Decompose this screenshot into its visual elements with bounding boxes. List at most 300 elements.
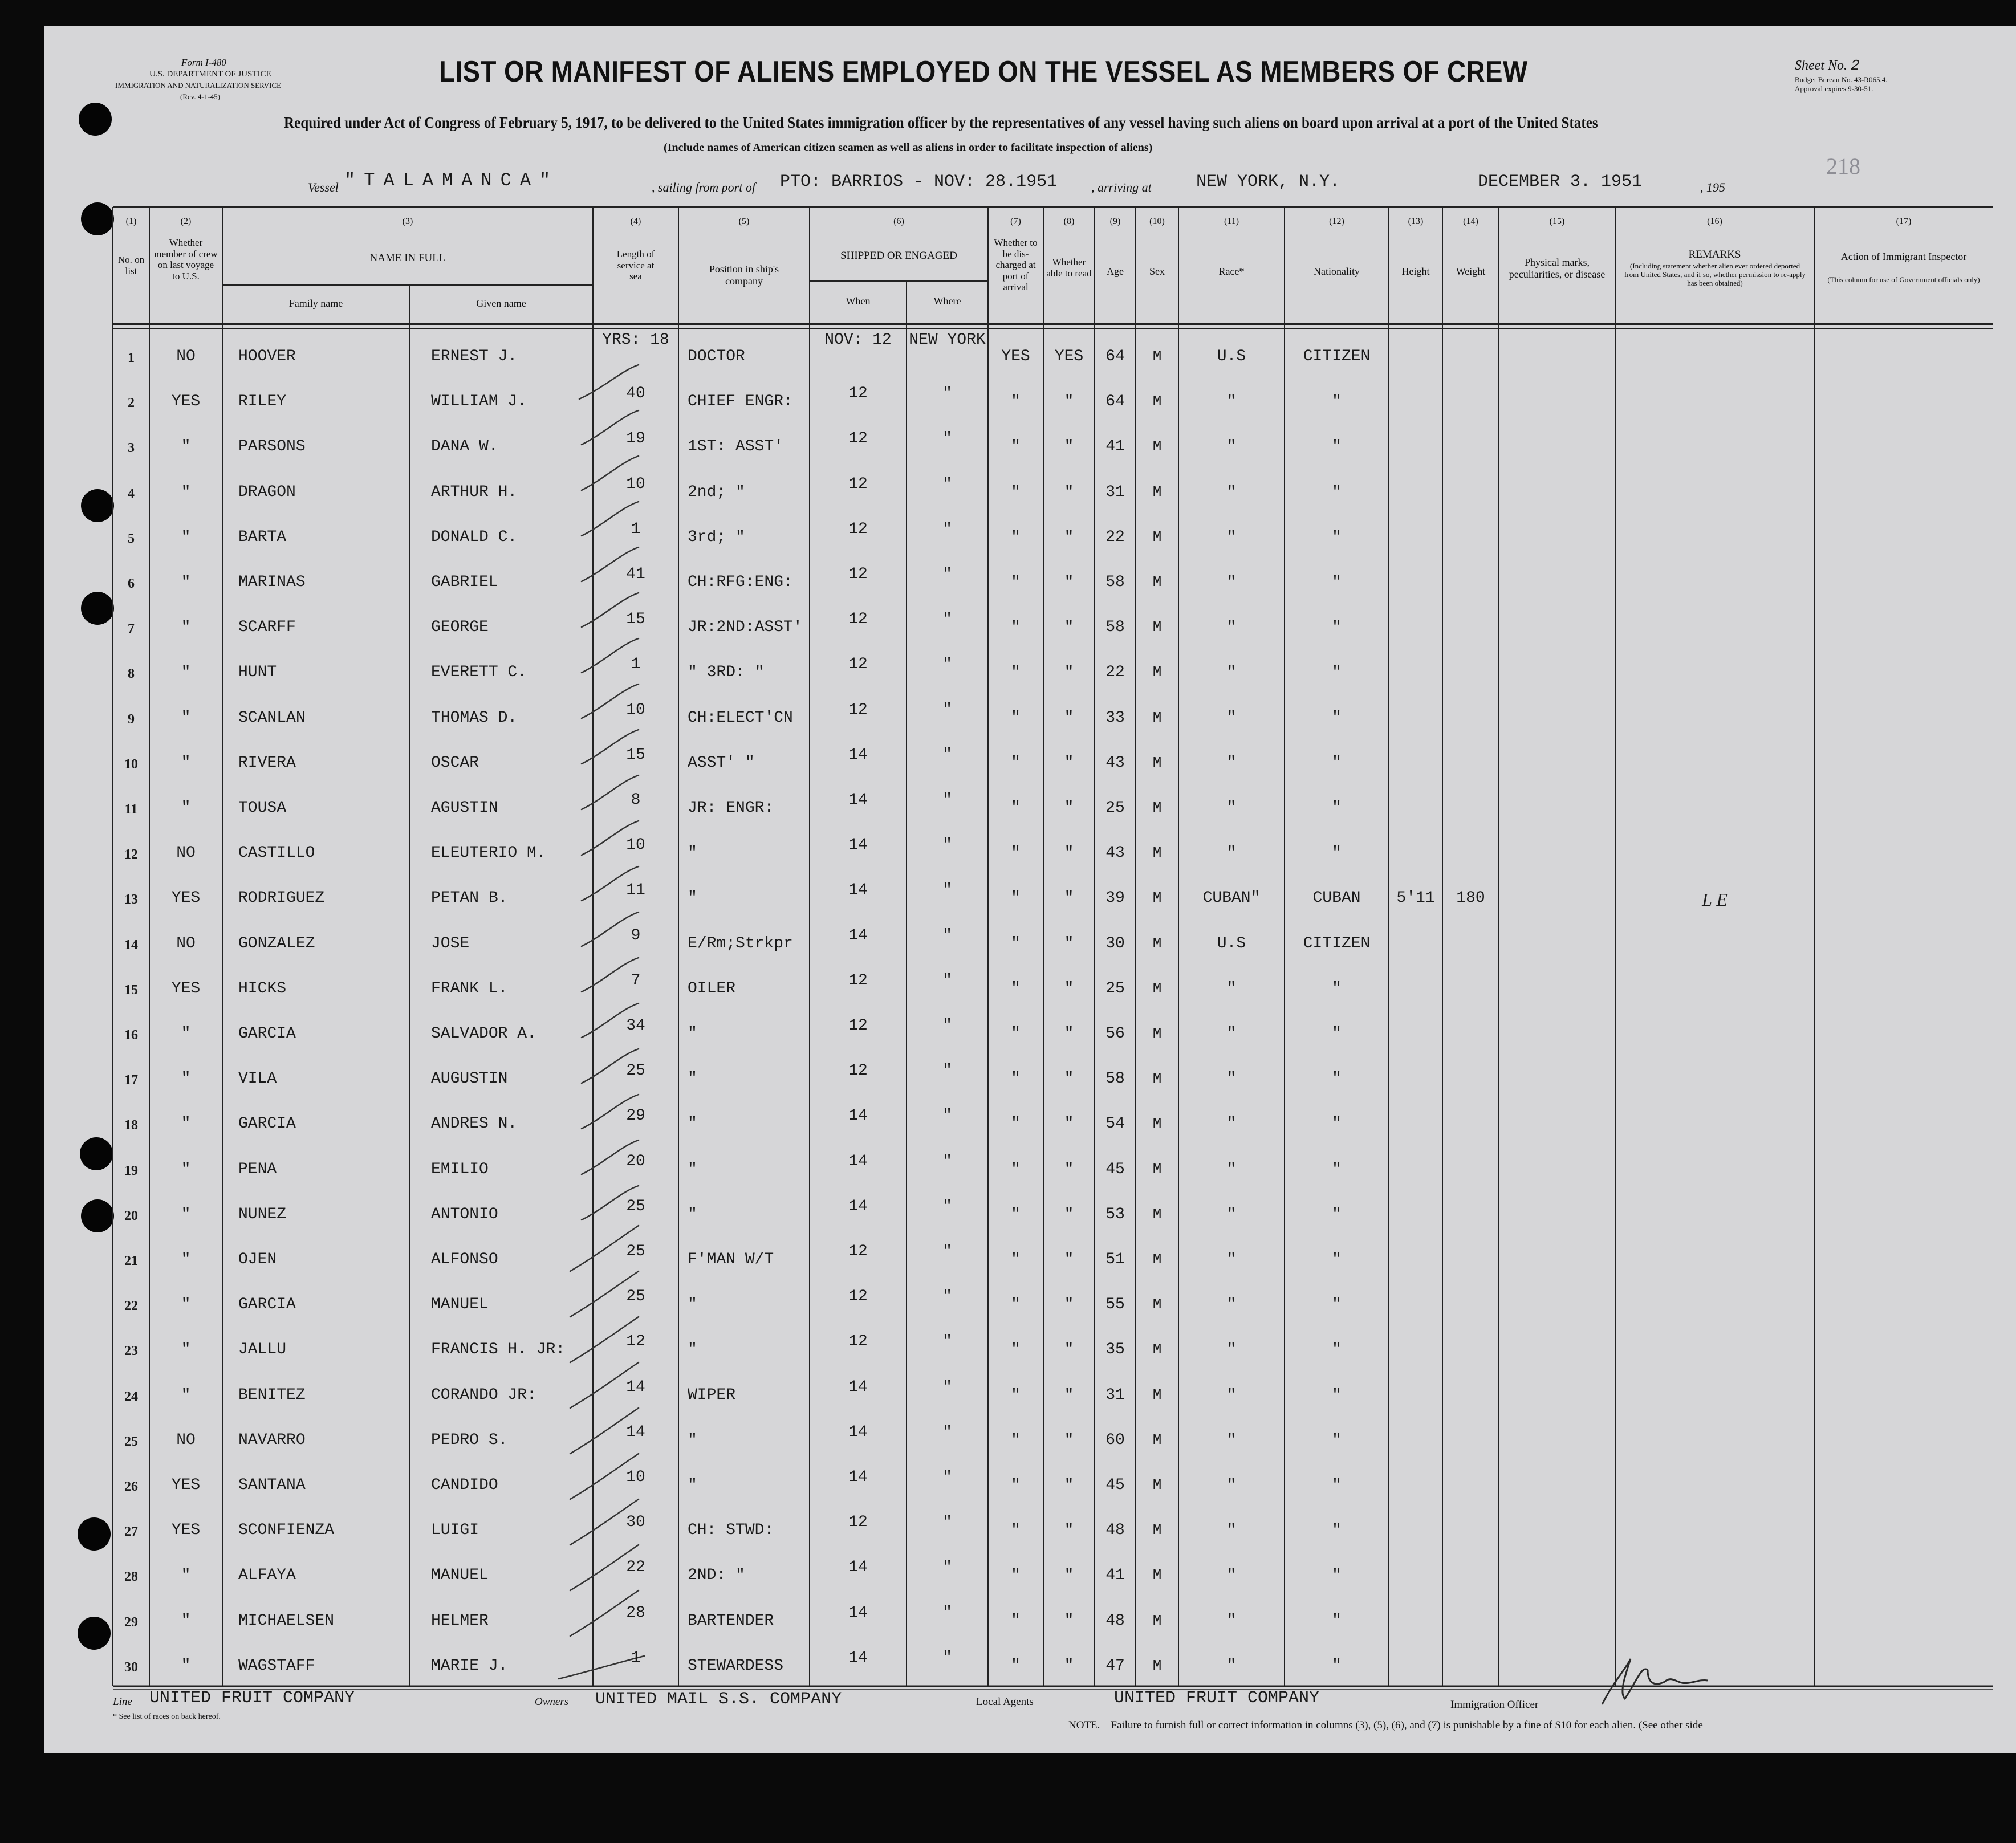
cell-race: ": [1226, 799, 1237, 817]
cell-when: 14: [848, 791, 868, 809]
cell-nat: ": [1332, 1431, 1342, 1449]
cell-service: 14: [626, 1423, 645, 1441]
cell-no: 28: [124, 1569, 138, 1585]
cell-service: 10: [626, 475, 645, 493]
arriving-label: , arriving at: [1091, 180, 1152, 194]
cell-family: SCONFIENZA: [238, 1521, 335, 1540]
col-10-header: Sex: [1149, 266, 1165, 277]
cell-no: 10: [124, 756, 138, 772]
cell-nat: ": [1332, 1476, 1342, 1494]
cell-disch: ": [1011, 1386, 1021, 1404]
cell-when: 12: [848, 611, 868, 629]
cell-age: 22: [1105, 528, 1125, 546]
cell-sex: M: [1152, 483, 1162, 501]
cell-service: 30: [626, 1514, 645, 1532]
cell-nat: ": [1332, 979, 1342, 998]
cell-family: RODRIGUEZ: [238, 889, 325, 908]
col-8-number: (8): [1063, 217, 1075, 226]
cell-position: CH: STWD:: [688, 1521, 774, 1540]
cell-position: 1ST: ASST': [688, 438, 784, 456]
cell-no: 12: [124, 847, 138, 862]
cell-position: JR: ENGR:: [688, 799, 774, 817]
cell-prev: YES: [171, 1476, 201, 1494]
cell-prev: ": [181, 438, 191, 456]
cell-sex: M: [1152, 1115, 1162, 1133]
page-title: LIST OR MANIFEST OF ALIENS EMPLOYED ON THE VESSEL AS MEMBERS OF CREW: [439, 55, 1528, 88]
cell-position: CHIEF ENGR:: [688, 393, 793, 411]
cell-prev: ": [181, 1070, 191, 1088]
cell-prev: ": [181, 483, 191, 501]
cell-race: ": [1226, 528, 1237, 546]
cell-age: 31: [1105, 1386, 1125, 1404]
col-17-header: Action of Immigrant Inspector: [1840, 251, 1967, 262]
sailing-from: PTO: BARRIOS - NOV: 28.1951: [780, 172, 1058, 192]
cell-when: 12: [848, 971, 868, 990]
cell-race: ": [1226, 573, 1237, 591]
cell-family: GARCIA: [238, 1296, 296, 1314]
cell-nat: ": [1332, 1386, 1342, 1404]
penalty-note: NOTE.—Failure to furnish full or correct information in columns (3), (5), (6), and (7) is punishable by a fine of $10 for each alien. (See other side: [1068, 1719, 1703, 1731]
cell-position: F'MAN W/T: [688, 1251, 774, 1268]
cell-position: ": [688, 1476, 697, 1494]
cell-no: 23: [124, 1344, 138, 1359]
cell-service: 9: [631, 926, 641, 945]
cell-no: 9: [128, 711, 135, 727]
cell-disch: ": [1011, 1521, 1021, 1540]
cell-service: 28: [626, 1604, 645, 1622]
cell-where: ": [942, 836, 952, 855]
cell-disch: ": [1011, 1205, 1021, 1223]
cell-family: SANTANA: [238, 1476, 306, 1494]
cell-prev: ": [181, 709, 191, 727]
cell-nat: ": [1332, 528, 1342, 546]
cell-service: 25: [626, 1288, 645, 1306]
cell-when: 14: [848, 926, 868, 945]
cell-race: ": [1226, 1612, 1237, 1630]
cell-service: 10: [626, 836, 645, 855]
cell-where: ": [942, 1649, 952, 1667]
cell-when: 12: [848, 656, 868, 674]
cell-when: 14: [848, 746, 868, 764]
cell-no: 17: [124, 1073, 138, 1088]
cell-sex: M: [1152, 1386, 1162, 1403]
cell-where: ": [942, 385, 952, 403]
cell-when: 14: [848, 1197, 868, 1215]
cell-age: 41: [1105, 1567, 1125, 1585]
cell-where: ": [942, 881, 952, 900]
cell-age: 25: [1105, 979, 1125, 998]
cell-sex: M: [1152, 393, 1162, 410]
cell-disch: ": [1011, 1612, 1021, 1630]
cell-family: SCANLAN: [238, 709, 306, 727]
cell-where: ": [942, 1378, 952, 1396]
cell-nat: ": [1332, 844, 1342, 862]
owners-label: Owners: [535, 1696, 569, 1708]
cell-given: ANDRES N.: [431, 1115, 518, 1133]
col-6-header: SHIPPED OR ENGAGED: [840, 250, 957, 262]
cell-read: ": [1064, 709, 1074, 727]
cell-race: ": [1226, 1160, 1237, 1178]
cell-age: 55: [1105, 1296, 1125, 1314]
agents-label: Local Agents: [976, 1696, 1034, 1708]
col-6-number: (6): [893, 217, 904, 226]
cell-position: CH:RFG:ENG:: [688, 573, 793, 591]
cell-given: DONALD C.: [431, 528, 518, 546]
cell-where: NEW YORK: [909, 331, 986, 349]
cell-given: PETAN B.: [431, 889, 508, 908]
cell-family: DRAGON: [238, 483, 296, 501]
cell-disch: ": [1011, 844, 1021, 862]
cell-sex: M: [1152, 1521, 1162, 1539]
cell-age: 43: [1105, 754, 1125, 772]
cell-read: ": [1064, 1521, 1074, 1540]
subtitle: Required under Act of Congress of February 5, 1917, to be delivered to the United States immigration officer by the representatives of any vessel having such aliens on board upon arrival at a port of the United States: [284, 114, 1598, 131]
col-17-number: (17): [1896, 217, 1912, 226]
service-name: IMMIGRATION AND NATURALIZATION SERVICE: [115, 81, 282, 89]
cell-read: ": [1064, 934, 1074, 953]
col-12-number: (12): [1329, 217, 1344, 226]
cell-no: 18: [124, 1118, 138, 1133]
cell-where: ": [942, 926, 952, 945]
cell-when: 12: [848, 1062, 868, 1080]
cell-age: 33: [1105, 709, 1125, 727]
cell-read: ": [1064, 1115, 1074, 1133]
cell-when: 14: [848, 1378, 868, 1396]
cell-when: 12: [848, 1333, 868, 1351]
cell-race: ": [1226, 844, 1237, 862]
cell-age: 45: [1105, 1160, 1125, 1178]
cell-sex: M: [1152, 348, 1162, 365]
cell-sex: M: [1152, 1160, 1162, 1178]
cell-race: ": [1226, 1296, 1237, 1314]
cell-where: ": [942, 475, 952, 493]
cell-nat: ": [1332, 483, 1342, 501]
cell-read: ": [1064, 1025, 1074, 1043]
cell-race: ": [1226, 619, 1237, 637]
col-7-header: Whether to be dis-charged at port of arrival: [994, 237, 1038, 293]
cell-no: 16: [124, 1028, 138, 1043]
sheet-number: 2: [1850, 57, 1860, 74]
cell-position: ": [688, 1160, 697, 1178]
cell-nat: ": [1332, 1205, 1342, 1223]
cell-read: ": [1064, 1160, 1074, 1178]
cell-race: U.S: [1217, 934, 1246, 953]
cell-disch: ": [1011, 1296, 1021, 1314]
cell-race: ": [1226, 1386, 1237, 1404]
cell-disch: ": [1011, 438, 1021, 456]
col-3-number: (3): [402, 217, 413, 226]
cell-sex: M: [1152, 1341, 1162, 1358]
cell-age: 31: [1105, 483, 1125, 501]
cell-given: ERNEST J.: [431, 348, 518, 365]
cell-prev: YES: [171, 1521, 201, 1540]
cell-nat: ": [1332, 1657, 1342, 1675]
cell-no: 26: [124, 1479, 138, 1494]
cell-where: ": [942, 971, 952, 990]
cell-where: ": [942, 430, 952, 448]
stamp-number: 218: [1826, 153, 1860, 179]
cell-disch: ": [1011, 709, 1021, 727]
cell-given: FRANK L.: [431, 979, 508, 998]
cell-given: JOSE: [431, 934, 470, 953]
cell-nat: ": [1332, 1341, 1342, 1359]
cell-no: 2: [128, 396, 135, 411]
col-12-header: Nationality: [1314, 266, 1360, 277]
cell-prev: YES: [171, 979, 201, 998]
cell-sex: M: [1152, 1431, 1162, 1449]
cell-no: 14: [124, 937, 138, 953]
cell-prev: NO: [176, 934, 196, 953]
col-16-note: (Including statement whether alien ever ordered deported from United States, and if so, whether permission to re-apply has been obtained): [1624, 262, 1806, 287]
cell-when: 12: [848, 1243, 868, 1260]
cell-no: 5: [128, 531, 135, 546]
cell-when: 12: [848, 565, 868, 583]
col-15-number: (15): [1549, 217, 1565, 226]
cell-prev: ": [181, 754, 191, 772]
cell-read: ": [1064, 1251, 1074, 1268]
cell-family: JALLU: [238, 1341, 287, 1359]
cell-height: 5'11: [1396, 889, 1435, 908]
cell-when: 12: [848, 430, 868, 448]
cell-race: ": [1226, 393, 1237, 411]
cell-given: OSCAR: [431, 754, 479, 772]
vessel-label: Vessel: [308, 180, 339, 194]
cell-family: ALFAYA: [238, 1567, 296, 1585]
cell-family: OJEN: [238, 1251, 277, 1268]
cell-family: RIVERA: [238, 754, 296, 772]
cell-read: ": [1064, 1657, 1074, 1675]
cell-disch: ": [1011, 1025, 1021, 1043]
cell-position: ": [688, 1070, 697, 1088]
col-2-header: Whether member of crew on last voyage to U.S.: [154, 237, 218, 282]
cell-where: ": [942, 791, 952, 809]
cell-when: NOV: 12: [824, 331, 892, 349]
cell-disch: ": [1011, 1115, 1021, 1133]
cell-nat: ": [1332, 799, 1342, 817]
subtitle-note: (Include names of American citizen seamen as well as aliens in order to facilitate inspection of aliens): [664, 141, 1153, 154]
cell-family: TOUSA: [238, 799, 287, 817]
cell-prev: ": [181, 799, 191, 817]
cell-sex: M: [1152, 573, 1162, 591]
cell-read: ": [1064, 979, 1074, 998]
cell-disch: ": [1011, 1567, 1021, 1585]
cell-read: ": [1064, 1567, 1074, 1585]
cell-nat: ": [1332, 1567, 1342, 1585]
cell-read: ": [1064, 664, 1074, 682]
cell-position: ": [688, 1296, 697, 1314]
cell-prev: ": [181, 1296, 191, 1314]
cell-nat: ": [1332, 1160, 1342, 1178]
cell-nat: ": [1332, 1296, 1342, 1314]
cell-race: ": [1226, 1205, 1237, 1223]
cell-age: 64: [1105, 348, 1125, 365]
cell-read: ": [1064, 1070, 1074, 1088]
cell-family: VILA: [238, 1070, 277, 1088]
cell-given: MARIE J.: [431, 1657, 508, 1675]
cell-position: E/Rm;Strkpr: [688, 934, 793, 953]
cell-family: RILEY: [238, 393, 287, 411]
cell-where: ": [942, 565, 952, 583]
cell-age: 39: [1105, 889, 1125, 908]
cell-prev: NO: [176, 1431, 196, 1449]
cell-where: ": [942, 1152, 952, 1170]
col-16-header: REMARKS: [1688, 249, 1741, 261]
cell-age: 56: [1105, 1025, 1125, 1043]
col-15-header: Physical marks, peculiarities, or disease: [1509, 257, 1606, 280]
cell-disch: ": [1011, 619, 1021, 637]
cell-no: 30: [124, 1659, 138, 1675]
cell-nat: ": [1332, 438, 1342, 456]
cell-disch: ": [1011, 889, 1021, 908]
cell-service: 12: [626, 1333, 645, 1351]
cell-service: 7: [631, 971, 641, 990]
cell-sex: M: [1152, 1205, 1162, 1223]
cell-disch: ": [1011, 934, 1021, 953]
cell-family: PENA: [238, 1160, 277, 1178]
cell-service: 1: [631, 656, 641, 674]
cell-family: HICKS: [238, 979, 287, 998]
cell-when: 14: [848, 881, 868, 900]
cell-family: GARCIA: [238, 1115, 296, 1133]
col-5-header: Position in ship's company: [709, 263, 779, 287]
cell-given: EMILIO: [431, 1160, 489, 1178]
cell-nat: CITIZEN: [1303, 348, 1371, 365]
cell-service: 1: [631, 1649, 641, 1667]
cell-no: 4: [128, 486, 135, 501]
cell-disch: ": [1011, 573, 1021, 591]
cell-sex: M: [1152, 438, 1162, 455]
cell-family: NAVARRO: [238, 1431, 306, 1449]
cell-when: 12: [848, 475, 868, 493]
cell-service: 40: [626, 385, 645, 403]
cell-where: ": [942, 1468, 952, 1486]
cell-where: ": [942, 746, 952, 764]
cell-sex: M: [1152, 664, 1162, 681]
cell-no: 22: [124, 1299, 138, 1314]
cell-disch: ": [1011, 664, 1021, 682]
cell-where: ": [942, 701, 952, 719]
cell-no: 13: [124, 892, 138, 908]
cell-given: CANDIDO: [431, 1476, 498, 1494]
col-3-header: NAME IN FULL: [369, 252, 446, 264]
cell-read: ": [1064, 619, 1074, 637]
cell-prev: YES: [171, 393, 201, 411]
col-16-number: (16): [1707, 217, 1722, 226]
cell-given: AGUSTIN: [431, 799, 498, 817]
cell-age: 48: [1105, 1521, 1125, 1540]
cell-given: THOMAS D.: [431, 709, 518, 727]
cell-service: 14: [626, 1378, 645, 1396]
col-1-number: (1): [125, 217, 137, 226]
cell-prev: ": [181, 1657, 191, 1675]
cell-where: ": [942, 1559, 952, 1577]
cell-service: 25: [626, 1062, 645, 1080]
cell-age: 45: [1105, 1476, 1125, 1494]
local-agents: UNITED FRUIT COMPANY: [1114, 1689, 1320, 1708]
cell-given: GABRIEL: [431, 573, 498, 591]
cell-given: ALFONSO: [431, 1251, 498, 1268]
cell-age: 58: [1105, 1070, 1125, 1088]
cell-position: WIPER: [688, 1386, 736, 1404]
cell-read: ": [1064, 754, 1074, 772]
cell-service: 15: [626, 611, 645, 629]
cell-service: 1: [631, 520, 641, 538]
cell-position: 2ND: ": [688, 1567, 745, 1585]
cell-when: 12: [848, 520, 868, 538]
cell-given: DANA W.: [431, 438, 498, 456]
cell-age: 58: [1105, 619, 1125, 637]
cell-given: ELEUTERIO M.: [431, 844, 546, 862]
cell-service: 20: [626, 1152, 645, 1170]
cell-race: ": [1226, 1115, 1237, 1133]
cell-race: ": [1226, 1567, 1237, 1585]
cell-sex: M: [1152, 709, 1162, 726]
budget-bureau: Budget Bureau No. 43-R065.4.: [1795, 75, 1888, 84]
cell-position: 3rd; ": [688, 528, 745, 546]
cell-no: 11: [124, 802, 138, 817]
cell-sex: M: [1152, 1567, 1162, 1584]
cell-age: 60: [1105, 1431, 1125, 1449]
cell-position: DOCTOR: [688, 348, 745, 365]
cell-age: 43: [1105, 844, 1125, 862]
cell-read: ": [1064, 1476, 1074, 1494]
department-name: U.S. DEPARTMENT OF JUSTICE: [149, 70, 271, 79]
cell-no: 19: [124, 1163, 138, 1178]
cell-race: ": [1226, 1657, 1237, 1675]
cell-prev: ": [181, 1567, 191, 1585]
cell-prev: ": [181, 1251, 191, 1268]
races-note: * See list of races on back hereof.: [113, 1712, 221, 1721]
cell-read: ": [1064, 393, 1074, 411]
cell-read: ": [1064, 573, 1074, 591]
cell-disch: ": [1011, 1657, 1021, 1675]
cell-where: ": [942, 1604, 952, 1622]
cell-no: 6: [128, 576, 135, 591]
col-8-header: Whether able to read: [1046, 257, 1092, 279]
cell-when: 14: [848, 1559, 868, 1577]
cell-prev: ": [181, 1341, 191, 1359]
year-suffix: , 195: [1700, 180, 1725, 194]
cell-nat: ": [1332, 1115, 1342, 1133]
cell-prev: ": [181, 1612, 191, 1630]
cell-service: 8: [631, 791, 641, 809]
cell-nat: ": [1332, 1521, 1342, 1540]
cell-position: ": [688, 1115, 697, 1133]
cell-race: ": [1226, 1070, 1237, 1088]
cell-nat: ": [1332, 573, 1342, 591]
cell-family: MARINAS: [238, 573, 306, 591]
cell-where: ": [942, 1288, 952, 1306]
cell-service: 29: [626, 1107, 645, 1125]
col-3b-header: Given name: [476, 298, 526, 309]
cell-disch: ": [1011, 1251, 1021, 1268]
cell-disch: ": [1011, 1341, 1021, 1359]
cell-read: ": [1064, 483, 1074, 501]
cell-age: 25: [1105, 799, 1125, 817]
col-1-header: No. on list: [117, 254, 145, 276]
cell-given: ARTHUR H.: [431, 483, 518, 501]
cell-race: ": [1226, 664, 1237, 682]
cell-service: 11: [626, 881, 645, 900]
cell-service: 34: [626, 1017, 645, 1035]
cell-age: 54: [1105, 1115, 1125, 1133]
officer-label: Immigration Officer: [1450, 1699, 1539, 1711]
cell-race: ": [1226, 979, 1237, 998]
cell-nat: ": [1332, 393, 1342, 411]
cell-where: ": [942, 1017, 952, 1035]
col-6a-header: When: [846, 295, 871, 307]
cell-when: 12: [848, 1017, 868, 1035]
